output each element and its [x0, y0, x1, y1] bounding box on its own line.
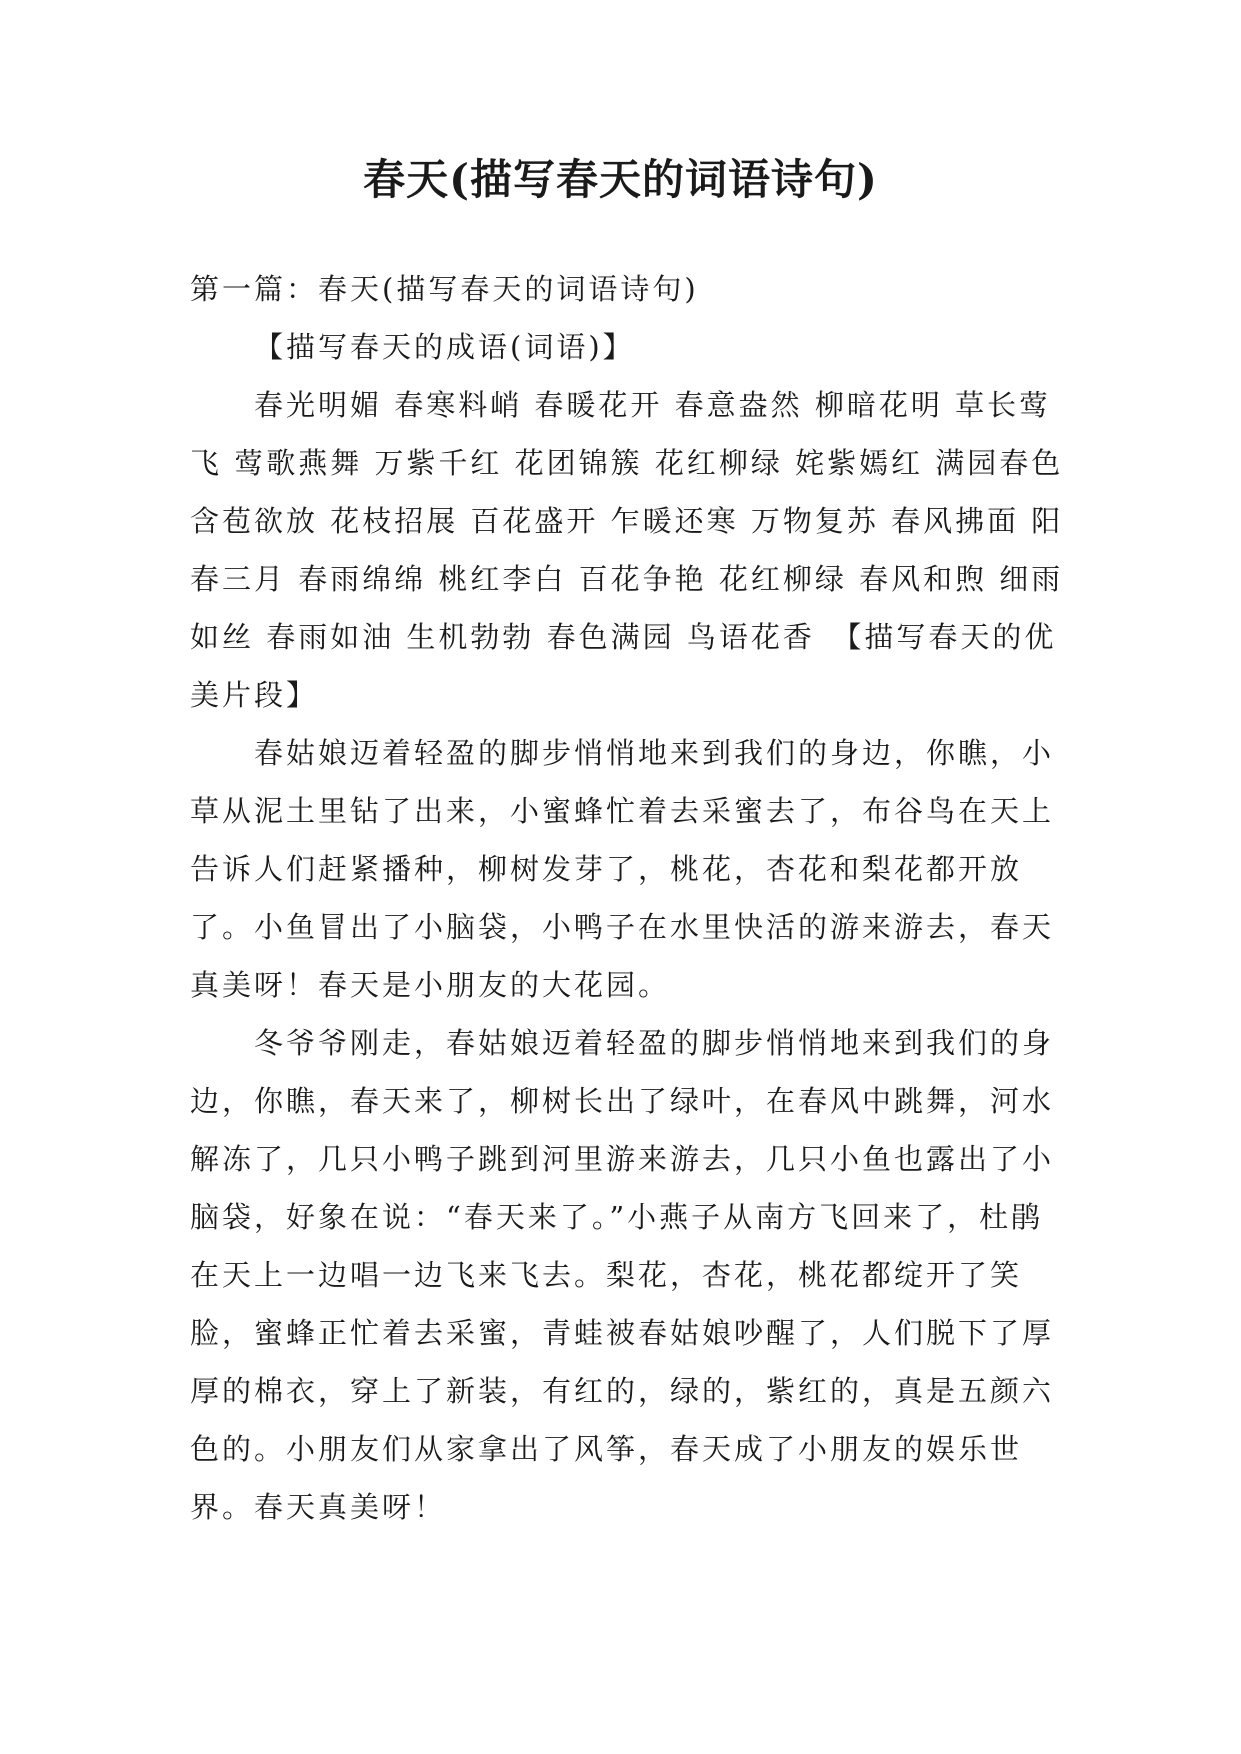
passages-section-heading: 【描写春天的优美片段】	[190, 620, 1057, 712]
idioms-section-heading: 【描写春天的成语(词语)】	[254, 330, 635, 364]
chapter-heading: 第一篇：春天(描写春天的词语诗句)	[190, 272, 699, 306]
idioms-paragraph	[190, 376, 1070, 724]
spring-paragraph-2: 冬爷爷刚走，春姑娘迈着轻盈的脚步悄悄地来到我们的身边，你瞧，春天来了，柳树长出了绿叶，在春风中跳舞，河水解冻了，几只小鸭子跳到河里游来游去，几只小鱼也露出了小脑袋，好象在说：“春天来了。”小燕子从南方飞回来了，杜鹃在天上一边唱一边飞来飞去。梨花，杏花，桃花都绽开了笑脸，蜜蜂正忙着去采蜜，青蛙被春姑娘吵醒了，人们脱下了厚厚的棉衣，穿上了新装，有红的，绿的，紫红的，真是五颜六色的。小朋友们从家拿出了风筝，春天成了小朋友的娱乐世界。春天真美呀！	[190, 1026, 1055, 1524]
document-title: 春天(描写春天的词语诗句)	[363, 155, 878, 204]
document-body	[190, 260, 1070, 1536]
idioms-list: 春光明媚 春寒料峭 春暖花开 春意盎然 柳暗花明 草长莺飞 莺歌燕舞 万紫千红 花团锦簇 花红柳绿 姹紫嫣红 满园春色 含苞欲放 花枝招展 百花盛开 乍暖还寒 万物复苏 春风拂面 阳春三月 春雨绵绵 桃红李白 百花争艳 花红柳绿 春风和煦 细雨如丝 春雨如油 生机勃勃 春色满园 鸟语花香	[190, 388, 1064, 654]
spring-paragraph-1: 春姑娘迈着轻盈的脚步悄悄地来到我们的身边，你瞧，小草从泥土里钻了出来，小蜜蜂忙着去采蜜去了，布谷鸟在天上告诉人们赶紧播种，柳树发芽了，桃花，杏花和梨花都开放了。小鱼冒出了小脑袋，小鸭子在水里快活的游来游去，春天真美呀！春天是小朋友的大花园。	[190, 736, 1055, 1002]
